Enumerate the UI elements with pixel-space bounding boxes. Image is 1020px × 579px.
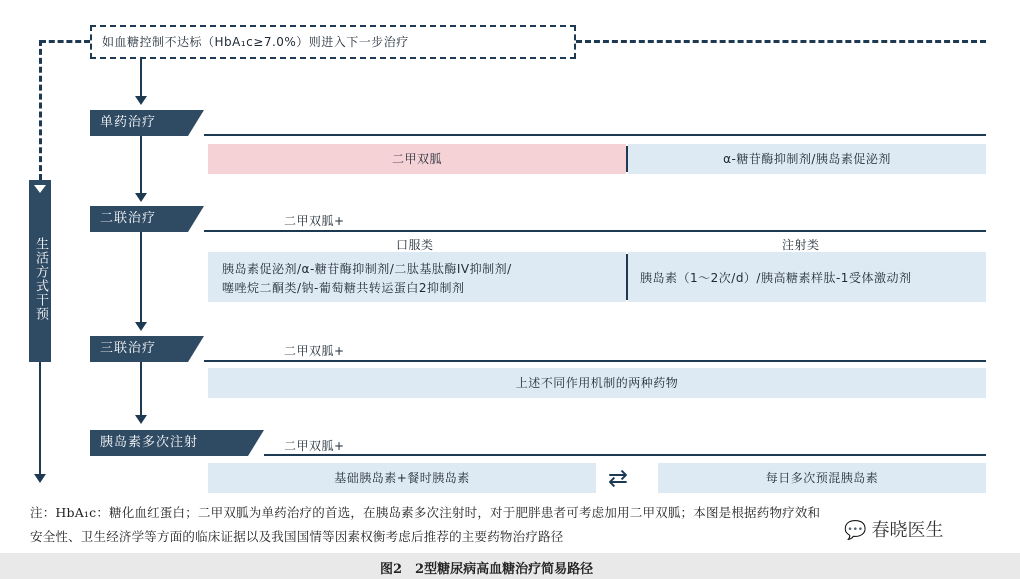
metformin-preferred-box [208,144,626,174]
injection-drugs-box [628,252,986,302]
oral-drugs-line2: 噻唑烷二酮类/钠-葡萄糖共转运蛋白2抑制剂 [222,281,465,295]
stage-triple-label: 三联治疗 [100,341,157,356]
flow-arrow-3-icon [135,322,147,331]
flow-arrow-4-icon [135,415,147,424]
lifestyle-down-line [39,362,41,474]
injection-header: 注射类 [782,238,820,252]
flow-line-2 [140,136,142,194]
flow-arrow-1-icon [135,96,147,105]
premixed-insulin-box [658,463,986,493]
footnote-line1: 注：HbA₁c：糖化血红蛋白；二甲双胍为单药治疗的首选，在胰岛素多次注射时，对于肥胖患者可考虑加用二甲双胍；本图是根据药物疗效和 [30,505,821,520]
stage-triple-tab [90,336,188,362]
footnote-line2: 安全性、卫生经济学等方面的临床证据以及我国国情等因素权衡考虑后推荐的主要药物治疗路径 [30,529,564,544]
mono-alternative-label: α-糖苷酶抑制剂/胰岛素促泌剂 [723,152,891,166]
lifestyle-arrow-icon [34,185,46,193]
flow-line-3 [140,232,142,323]
left-dashed-line [39,40,42,180]
triple-drugs-label: 上述不同作用机制的两种药物 [515,376,679,390]
triple-drugs-box [208,368,986,398]
stage-dual-tab [90,206,188,232]
watermark [840,516,948,546]
injection-drugs-label: 胰岛素（1～2次/d）/胰高糖素样肽-1受体激动剂 [640,271,912,285]
metformin-preferred-label: 二甲双胍 [391,152,442,166]
premixed-insulin-label: 每日多次预混胰岛素 [765,471,879,485]
stage-insulin-prefix: 二甲双胍+ [284,439,345,453]
flow-arrow-2-icon [135,193,147,202]
oral-header: 口服类 [396,238,434,252]
basal-bolus-label: 基础胰岛素+餐时胰岛素 [334,471,470,485]
oral-drugs-line1: 胰岛素促泌剂/α-糖苷酶抑制剂/二肽基肽酶IV抑制剂/ [222,262,512,276]
escalation-criterion-box: 如血糖控制不达标（HbA₁c≥7.0%）则进入下一步治疗 [90,25,576,59]
stage-dual-label: 二联治疗 [100,211,157,226]
stage-dual-rule [204,230,986,232]
top-dashed-line-left [40,40,90,43]
swap-arrows-icon: ⇄ [608,464,629,492]
flow-line-4 [140,362,142,416]
figure-caption: 图2 2型糖尿病高血糖治疗简易路径 [380,562,594,577]
flow-line-1 [140,59,142,97]
stage-monotherapy-rule [204,134,986,136]
stage-insulin-rule [264,454,986,456]
top-dashed-line-right [576,40,986,43]
lifestyle-label: 生活方式干预 [33,237,48,321]
lifestyle-down-arrow-icon [34,474,46,483]
stage-triple-prefix: 二甲双胍+ [284,344,345,358]
stage-monotherapy-tab [90,110,188,136]
stage-insulin-label: 胰岛素多次注射 [100,435,199,450]
watermark-text: 春晓医生 [871,520,944,541]
stage-dual-prefix: 二甲双胍+ [284,214,345,228]
stage-insulin-tab [90,430,248,456]
stage-triple-rule [204,360,986,362]
stage-monotherapy-label: 单药治疗 [100,115,157,130]
mono-alternative-box [628,144,986,174]
oral-drugs-box [208,252,626,302]
lifestyle-intervention-bar [29,180,51,362]
chat-bubble-icon: 💬 [844,520,867,541]
basal-bolus-box [208,463,596,493]
